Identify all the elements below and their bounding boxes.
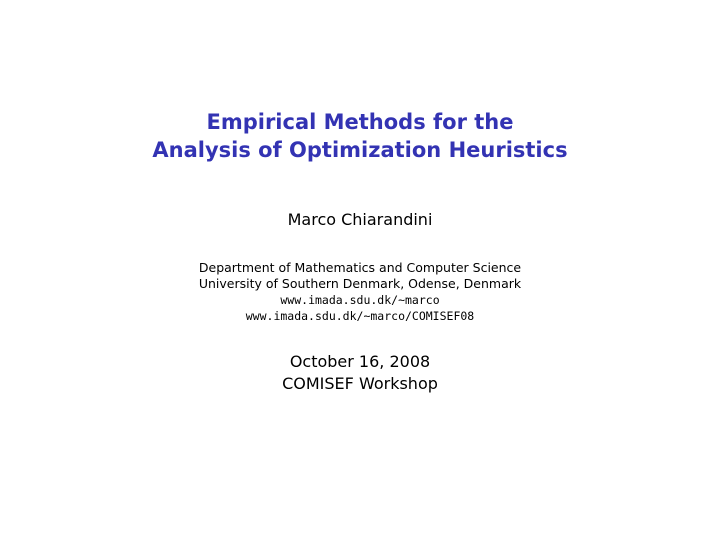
homepage-url[interactable]: www.imada.sdu.dk/~marco [280,293,440,307]
title-line-2: Analysis of Optimization Heuristics [152,138,568,162]
affiliation-university: University of Southern Denmark, Odense, Denmark [198,276,522,291]
presentation-date: October 16, 2008 [289,352,431,371]
author-name: Marco Chiarandini [287,210,433,229]
affiliation-department: Department of Mathematics and Computer Science [198,260,522,275]
course-url[interactable]: www.imada.sdu.dk/~marco/COMISEF08 [245,309,475,323]
event-name: COMISEF Workshop [282,374,438,393]
title-line-1: Empirical Methods for the [206,110,514,134]
